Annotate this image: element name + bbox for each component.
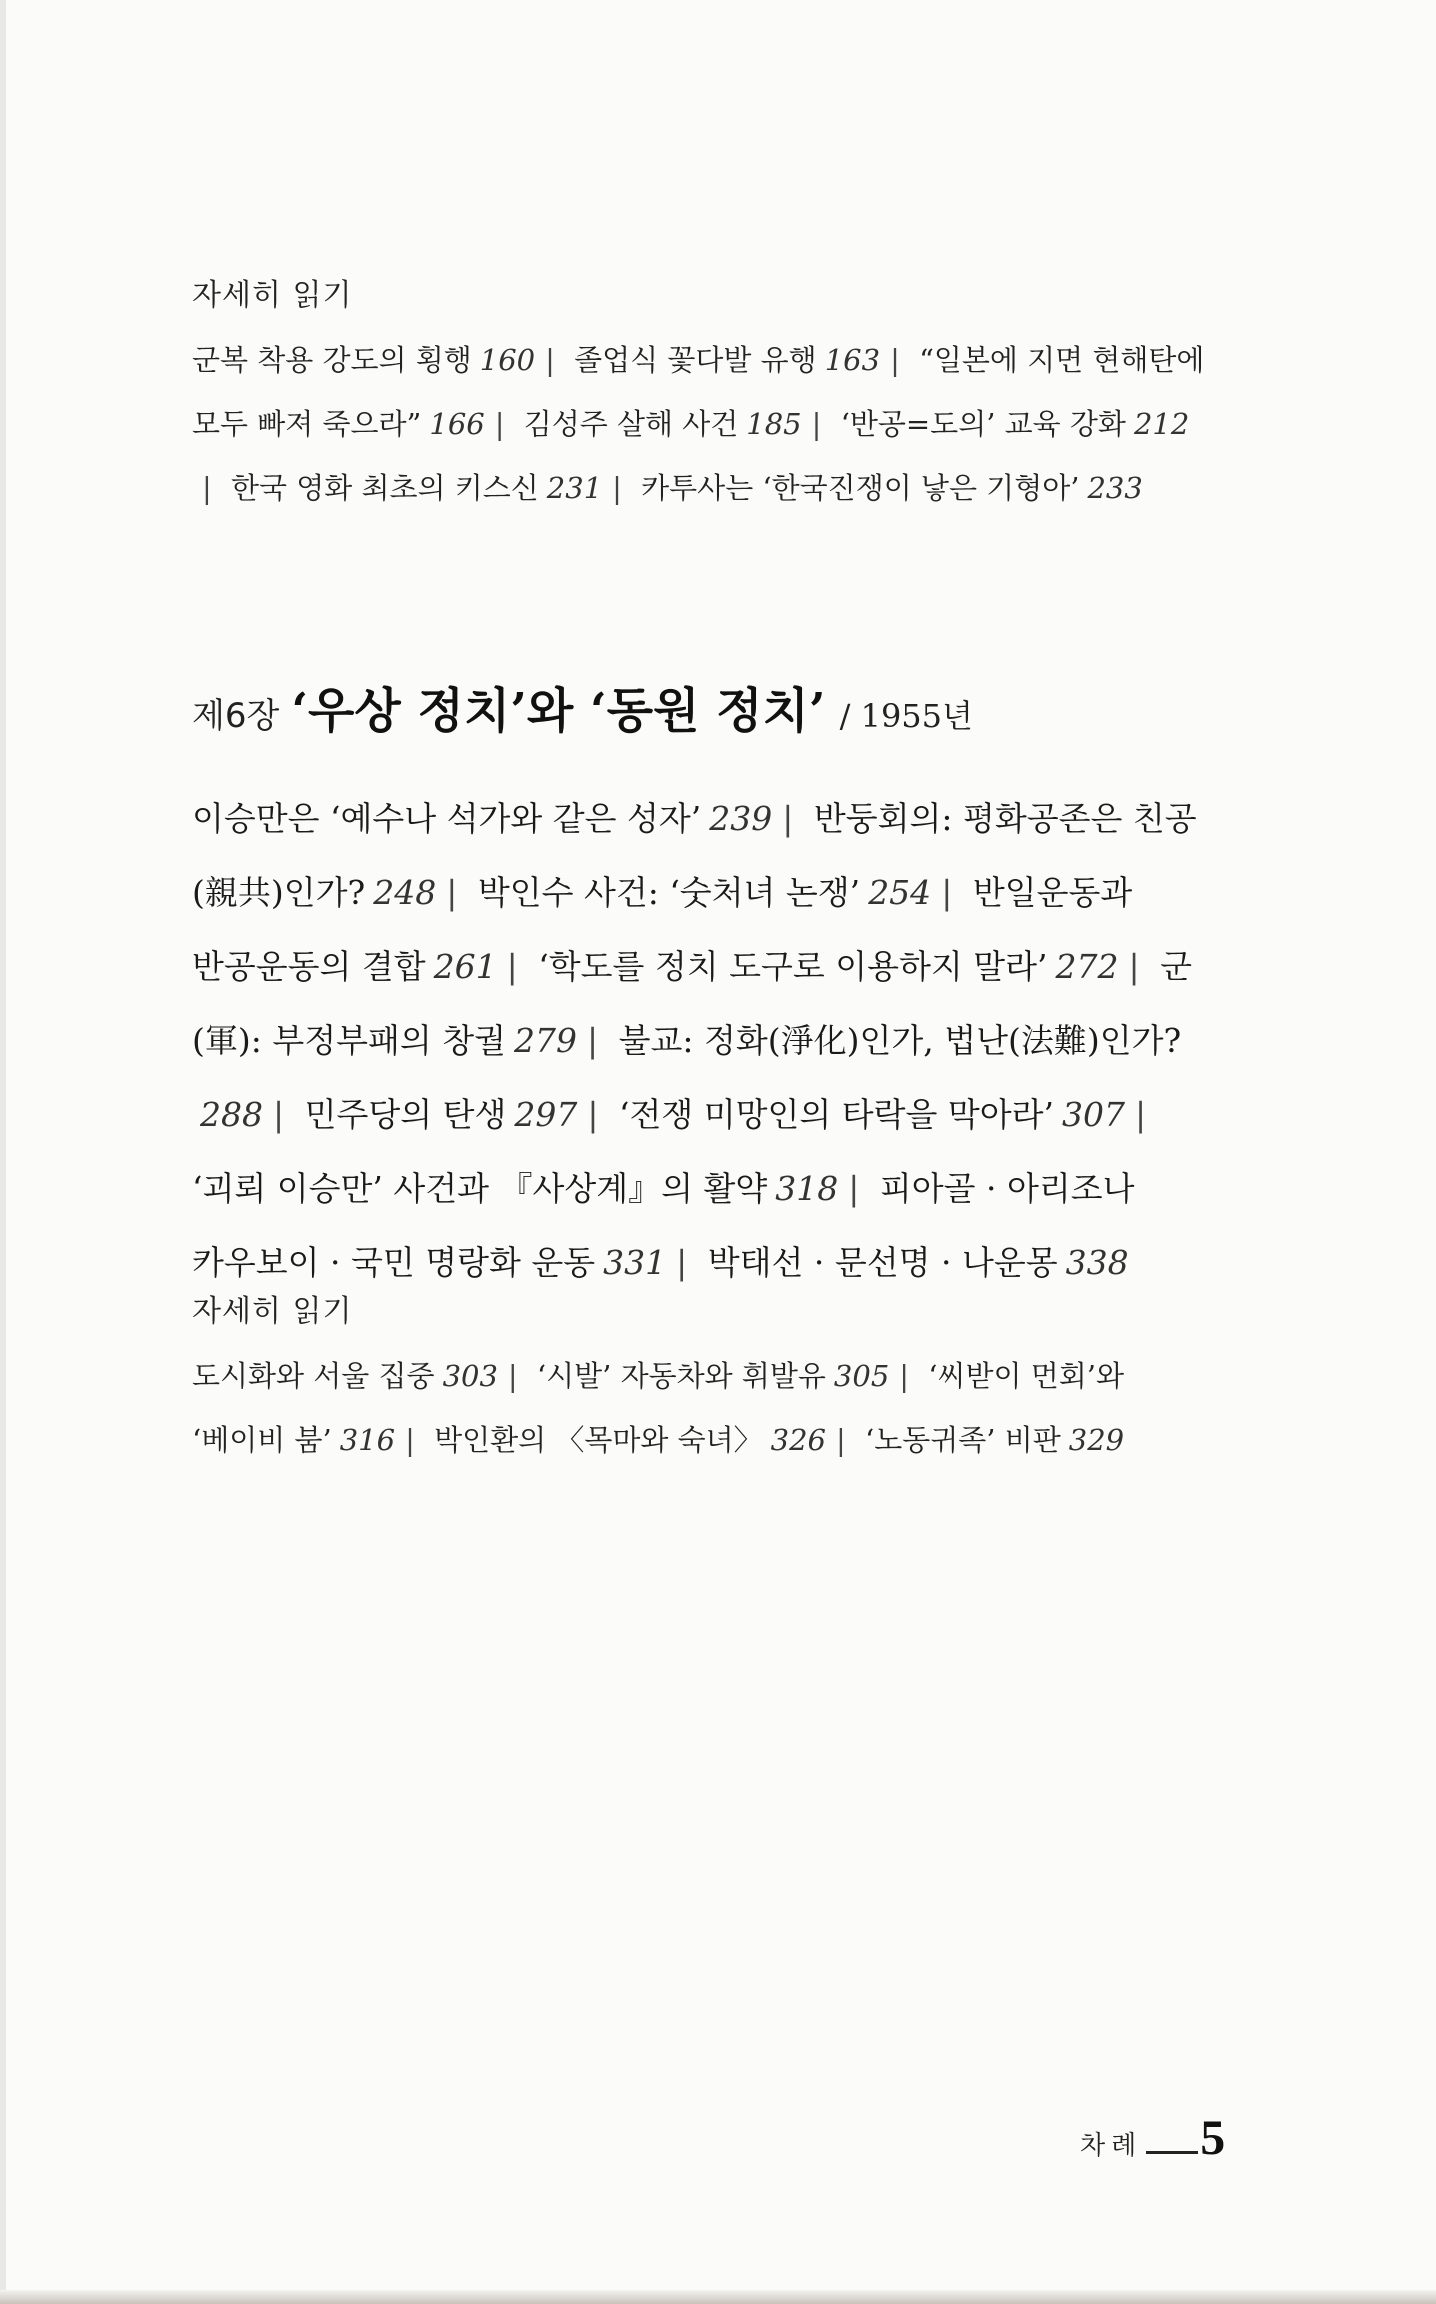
separator: | (446, 873, 458, 912)
entry[interactable] (574, 343, 880, 377)
separator: | (811, 407, 822, 441)
entry-list (192, 1344, 1216, 1472)
page-number: 166 (429, 407, 485, 441)
footer-page-number: 5 (1200, 2109, 1226, 2165)
entry-title: 박인수 사건: ‘숫처녀 논쟁’ (477, 873, 861, 912)
reading-section-2 (192, 1286, 1216, 1472)
entry[interactable] (478, 873, 931, 912)
entry-title: 민주당의 탄생 (304, 1095, 507, 1134)
entry[interactable] (865, 1423, 1124, 1457)
entry-title: 군(軍): 부정부패의 창궐 (192, 947, 1193, 1060)
separator: | (507, 1359, 518, 1393)
separator: | (676, 1243, 688, 1282)
separator: | (899, 1359, 910, 1393)
page-footer (1080, 2108, 1225, 2166)
page-number: 303 (442, 1359, 498, 1393)
entry[interactable] (524, 407, 802, 441)
footer-label: 차례 (1080, 2131, 1143, 2161)
page-number: 297 (514, 1095, 578, 1134)
separator: | (587, 1095, 599, 1134)
entry[interactable] (231, 471, 602, 505)
page-number: 329 (1068, 1423, 1125, 1457)
entry-title: 군복 착용 강도의 횡행 (192, 343, 472, 377)
entry[interactable] (841, 407, 1190, 441)
entry-title: ‘괴뢰 이승만’ 사건과 『사상계』의 활약 (192, 1169, 768, 1208)
page-edge-bottom (0, 2290, 1436, 2304)
chapter-label: 제6장 (192, 696, 280, 736)
page-number: 212 (1133, 407, 1190, 441)
chapter-title[interactable]: ‘우상 정치’와 ‘동원 정치’ (291, 683, 826, 739)
chapter-heading (192, 672, 973, 741)
page-number: 272 (1055, 947, 1119, 986)
entry-title: 도시화와 서울 집중 (192, 1359, 435, 1393)
entry[interactable] (708, 1243, 1129, 1282)
entry-title: 박인환의 〈목마와 숙녀〉 (434, 1423, 763, 1457)
separator: | (545, 343, 555, 377)
separator: | (273, 1095, 285, 1134)
page-number: 338 (1065, 1243, 1129, 1282)
page-number: 254 (868, 873, 932, 912)
page-number: 239 (709, 799, 773, 838)
page-number: 279 (514, 1021, 577, 1060)
entry-title: 졸업식 꽃다발 유행 (574, 343, 817, 377)
entry[interactable] (192, 1169, 838, 1208)
footer-rule (1146, 2151, 1198, 2154)
page-number: 233 (1087, 471, 1143, 505)
entry[interactable] (192, 799, 772, 838)
entry-title: 반둥회의: 평화공존은 친공(親共)인가? (192, 799, 1197, 912)
section-heading: 자세히 읽기 (192, 278, 353, 313)
entry-title: 이승만은 ‘예수나 석가와 같은 성자’ (192, 799, 702, 838)
entry[interactable] (305, 1095, 578, 1134)
page-edge (0, 0, 6, 2304)
separator: | (941, 873, 953, 912)
page-number: 261 (433, 947, 497, 986)
separator: | (506, 947, 518, 986)
entry-title: ‘반공=도의’ 교육 강화 (840, 407, 1126, 441)
section-heading: 자세히 읽기 (192, 1294, 353, 1329)
page-number: 316 (339, 1423, 396, 1457)
separator: | (494, 407, 505, 441)
entry[interactable] (619, 1095, 1125, 1134)
entry-title: 김성주 살해 사건 (523, 407, 739, 441)
page-number: 185 (746, 407, 802, 441)
separator: | (202, 471, 212, 505)
page-number: 331 (603, 1243, 667, 1282)
page-number: 231 (546, 471, 603, 505)
entry[interactable] (192, 343, 535, 377)
entry-title: 피아골 · 아리조나 카우보이 · 국민 명랑화 운동 (192, 1169, 1135, 1282)
separator: | (612, 471, 622, 505)
entry[interactable] (537, 1359, 889, 1393)
page-number: 248 (373, 873, 437, 912)
entry-title: 박태선 · 문선명 · 나운몽 (707, 1243, 1058, 1282)
entry-title: ‘씨받이 먼회’와 ‘베이비 붐’ (192, 1359, 1125, 1457)
page-number: 163 (824, 343, 881, 377)
page-number: 305 (833, 1359, 890, 1393)
page-number: 318 (775, 1169, 839, 1208)
separator: | (405, 1423, 415, 1457)
entry-title: ‘전쟁 미망인의 타락을 막아라’ (619, 1095, 1055, 1134)
separator: | (848, 1169, 860, 1208)
entry-title: 한국 영화 최초의 키스신 (231, 471, 539, 505)
entry-title: ‘노동귀족’ 비판 (865, 1423, 1061, 1457)
separator: | (1128, 947, 1140, 986)
separator: | (1135, 1095, 1147, 1134)
entry-title: 불교: 정화(淨化)인가, 법난(法難)인가? (618, 1021, 1182, 1060)
separator: | (836, 1423, 846, 1457)
chapter-year: / 1955년 (839, 697, 973, 735)
reading-section-1 (192, 270, 1216, 520)
page-number: 326 (770, 1423, 827, 1457)
entry[interactable] (434, 1423, 826, 1457)
page-number: 307 (1062, 1095, 1126, 1134)
entry[interactable] (641, 471, 1143, 505)
separator: | (782, 799, 794, 838)
page-number: 288 (200, 1095, 263, 1134)
entry-title: 카투사는 ‘한국진쟁이 낳은 기형아’ (641, 471, 1080, 505)
page-number: 160 (479, 343, 536, 377)
entry-list (192, 782, 1216, 1300)
entry-title: “일본에 지면 현해탄에 모두 빠져 죽으라” (192, 343, 1205, 441)
entry[interactable] (192, 1359, 498, 1393)
entry[interactable] (538, 947, 1118, 986)
chapter-entry-list (192, 782, 1216, 1300)
entry-title: 반일운동과 반공운동의 결합 (192, 873, 1133, 986)
separator: | (890, 343, 900, 377)
entry-list (192, 328, 1216, 520)
separator: | (587, 1021, 599, 1060)
entry-title: ‘시발’ 자동차와 휘발유 (536, 1359, 826, 1393)
entry-title: ‘학도를 정치 도구로 이용하지 말라’ (538, 947, 1048, 986)
